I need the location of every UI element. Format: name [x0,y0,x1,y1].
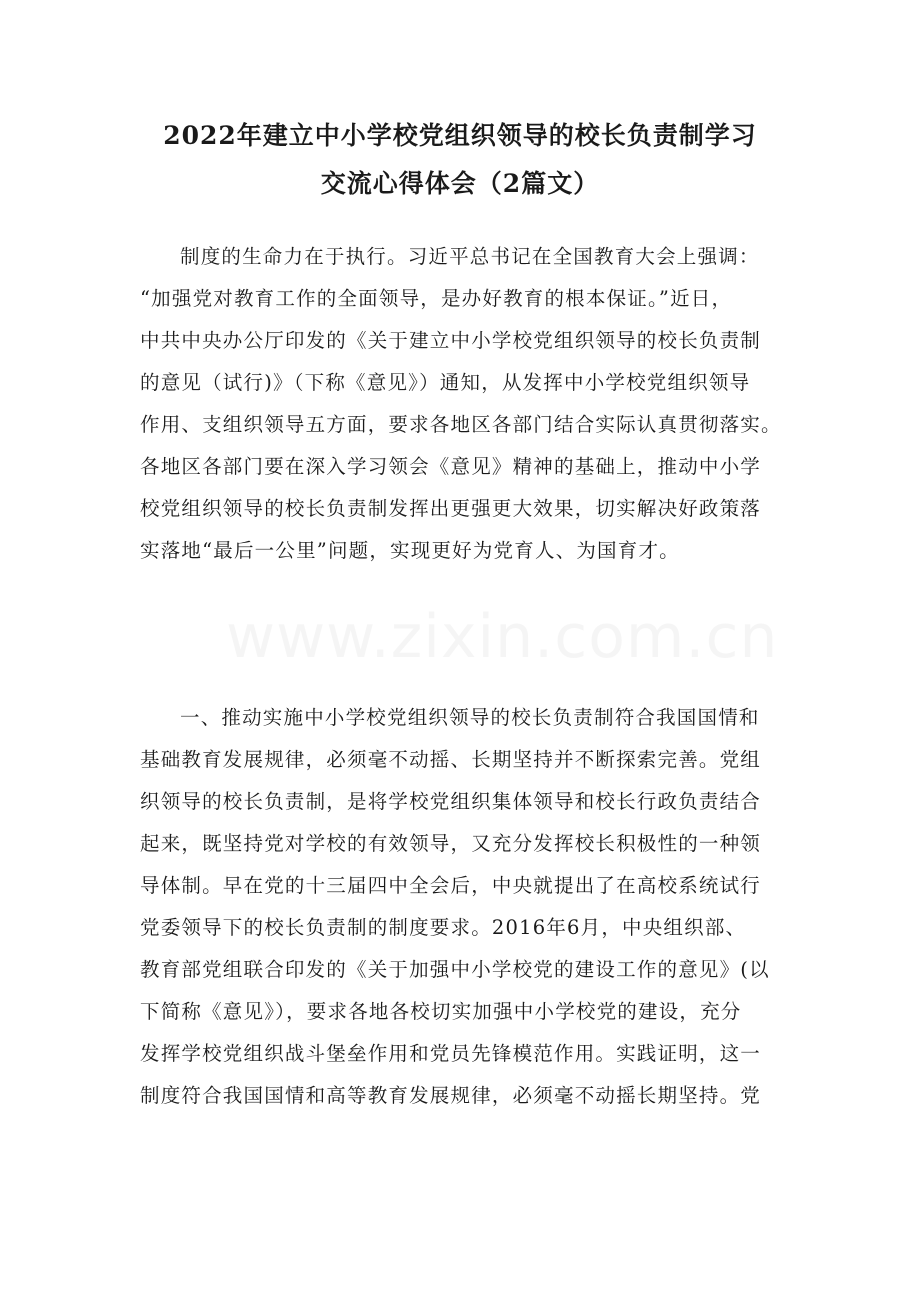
paragraph-line: 党委领导下的校长负责制的制度要求。2016年6月，中央组织部、 [140,916,747,939]
paragraph-line: 实落地“最后一公里”问题，实现更好为党育人、为国育才。 [140,539,680,562]
paragraph-intro [140,236,782,572]
paragraph-line: “加强党对教育工作的全面领导，是办好教育的根本保证。”近日， [140,287,733,310]
paragraph-line: 制度的生命力在于执行。习近平总书记在全国教育大会上强调： [180,245,760,268]
paragraph-line: 制度符合我国国情和高等教育发展规律，必须毫不动摇长期坚持。党 [140,1084,762,1107]
paragraph-line: 基础教育发展规律，必须毫不动摇、长期坚持并不断探索完善。党组 [140,748,762,771]
document-title [100,112,820,208]
paragraph-line: 校党组织领导的校长负责制发挥出更强更大效果，切实解决好政策落 [140,497,762,520]
watermark: www.zixin.com.cn [226,602,779,672]
paragraph-line: 发挥学校党组织战斗堡垒作用和党员先锋模范作用。实践证明，这一 [140,1042,762,1065]
paragraph-section-one [140,697,782,1117]
paragraph-line: 起来，既坚持党对学校的有效领导，又充分发挥校长积极性的一种领 [140,832,762,855]
paragraph-line: 一、推动实施中小学校党组织领导的校长负责制符合我国国情和 [180,706,760,729]
paragraph-line: 作用、支组织领导五方面，要求各地区各部门结合实际认真贯彻落实。 [140,413,782,436]
paragraph-line: 各地区各部门要在深入学习领会《意见》精神的基础上，推动中小学 [140,455,762,478]
paragraph-line: 下简称《意见》），要求各地各校切实加强中小学校党的建设，充分 [140,1000,742,1023]
title-line: 2022年建立中小学校党组织领导的校长负责制学习 [163,121,757,150]
paragraph-line: 教育部党组联合印发的《关于加强中小学校党的建设工作的意见》(以 [140,958,770,981]
paragraph-line: 中共中央办公厅印发的《关于建立中小学校党组织领导的校长负责制 [140,329,762,352]
paragraph-line: 的意见（试行)》（下称《意见》）通知，从发挥中小学校党组织领导 [140,371,751,394]
paragraph-line: 织领导的校长负责制，是将学校党组织集体领导和校长行政负责结合 [140,790,762,813]
paragraph-line: 导体制。早在党的十三届四中全会后，中央就提出了在高校系统试行 [140,874,762,897]
title-line: 交流心得体会（2篇文） [320,169,600,198]
